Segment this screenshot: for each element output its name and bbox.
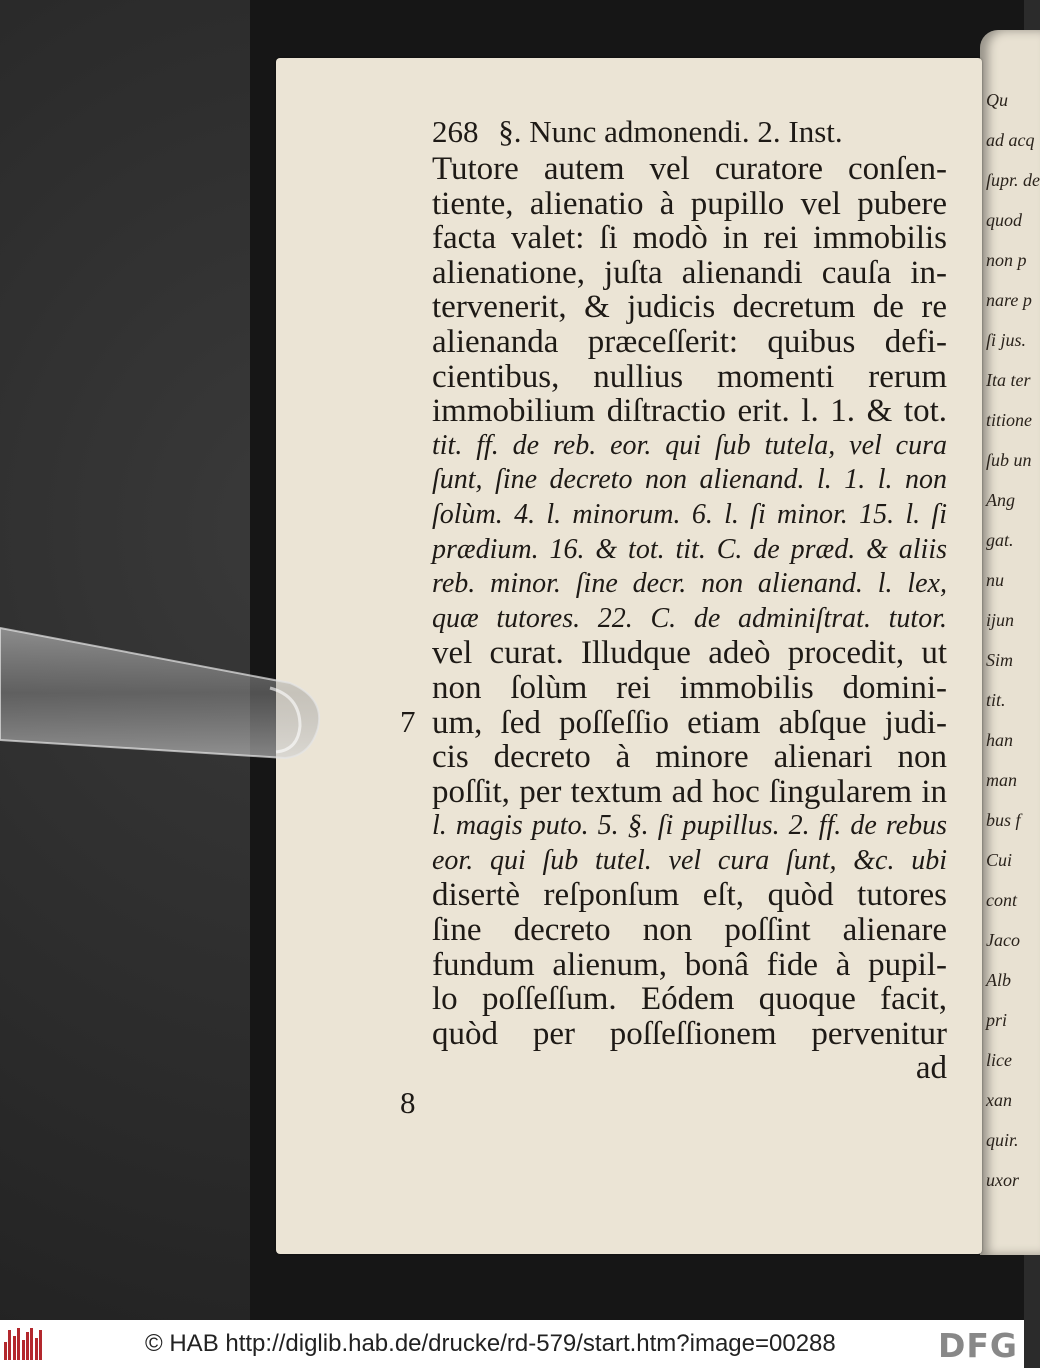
text-line: lo poſſeſſum. Eódem quoque facit, <box>432 981 947 1018</box>
text-line: cis decreto à minore alienari non <box>432 739 947 776</box>
facing-page-fragment: ijun <box>986 610 1015 630</box>
margin-number-8: 8 <box>400 1085 416 1120</box>
facing-page-fragment: han <box>986 730 1013 750</box>
catchword: ad <box>915 1050 947 1087</box>
text-line: l. magis puto. 5. §. ſi pupillus. 2. ff. de rebus <box>432 810 947 842</box>
text-line: disertè reſponſum eſt, quòd tutores <box>432 877 947 914</box>
facing-page-fragment: man <box>986 770 1017 790</box>
footer-bar <box>0 1320 1024 1368</box>
facing-page-fragment: ſub un <box>986 450 1032 470</box>
facing-page-fragment: quir. <box>986 1130 1019 1150</box>
facing-page-fragment: xan <box>986 1090 1012 1110</box>
text-line: reb. minor. ſine decr. non alienand. l. lex, <box>432 568 947 600</box>
facing-page-fragment: pri <box>986 1010 1008 1030</box>
facing-page-fragment: tit. <box>986 690 1006 710</box>
facing-page-fragment: nare p <box>986 290 1032 310</box>
text-line: cientibus, nullius momenti rerum <box>432 358 947 395</box>
facing-page-fragment: gat. <box>986 530 1014 550</box>
facing-page-fragment: Jaco <box>986 930 1020 950</box>
margin-number-7: 7 <box>400 704 416 739</box>
hab-logo-bar <box>4 1342 7 1360</box>
glass-page-weight <box>0 628 330 768</box>
facing-page-fragment: lice <box>986 1050 1012 1070</box>
facing-page-fragment: nu <box>986 570 1004 590</box>
text-line: ſolùm. 4. l. minorum. 6. l. ſi minor. 15. l. ſi <box>432 498 947 530</box>
text-line: eor. qui ſub tutel. vel cura ſunt, &c. ubi <box>432 844 947 876</box>
dfg-logo: DFG <box>937 1326 1018 1365</box>
hab-logo-bar <box>39 1330 42 1360</box>
hab-logo-bar <box>22 1340 25 1360</box>
running-header <box>432 112 947 152</box>
text-line: ſine decreto non poſſint alienare <box>432 912 947 949</box>
text-line: immobilium diſtractio erit. l. 1. & tot. <box>432 393 947 430</box>
text-line: quæ tutores. 22. C. de adminiſtrat. tutor. <box>432 602 947 634</box>
text-line: um, ſed poſſeſſio etiam abſque judi- <box>432 704 947 741</box>
text-line: fundum alienum, bonâ fide à pupil- <box>432 946 947 983</box>
hab-logo-bar <box>17 1328 20 1360</box>
facing-page-fragment: Ita ter <box>986 370 1031 390</box>
text-line: prædium. 16. & tot. tit. C. de præd. & aliis <box>432 533 947 565</box>
hab-logo-bar <box>13 1336 16 1360</box>
text-line: quòd per poſſeſſionem pervenitur <box>432 1015 947 1052</box>
page-number: 268 <box>432 114 479 149</box>
hab-logo-bar <box>35 1338 38 1360</box>
facing-page-fragment: non p <box>986 250 1027 270</box>
text-line: poſſit, per textum ad hoc ſingularem in <box>432 773 947 810</box>
text-line: tit. ff. de reb. eor. qui ſub tutela, vel cura <box>432 429 947 461</box>
book-page <box>276 58 982 1254</box>
facing-page-fragment: bus f <box>986 810 1021 830</box>
text-line: Tutore autem vel curatore conſen- <box>432 151 947 187</box>
hab-logo-icon <box>4 1328 44 1360</box>
text-line: non ſolùm rei immobilis domini- <box>432 669 947 706</box>
facing-page-fragment: Qu <box>986 90 1008 110</box>
facing-page-fragment: cont <box>986 890 1017 910</box>
facing-page-fragment: ad acq <box>986 130 1035 150</box>
body-text <box>432 152 947 1051</box>
text-line: alienanda præceſſerit: quibus defi- <box>432 323 947 360</box>
copyright-link[interactable]: © HAB http://diglib.hab.de/drucke/rd-579/start.htm?image=00288 <box>145 1330 836 1357</box>
text-line: facta valet: ſi modò in rei immobilis <box>432 220 947 257</box>
facing-page-fragment: Alb <box>986 970 1011 990</box>
facing-page-fragment: titione <box>986 410 1032 430</box>
running-title: §. Nunc admonendi. 2. Inst. <box>498 114 843 149</box>
facing-page-fragment: Sim <box>986 650 1013 670</box>
text-line: vel curat. Illudque adeò procedit, ut <box>432 635 947 672</box>
text-line: alienatione, juſta alienandi cauſa in- <box>432 254 947 291</box>
facing-page-fragment: Ang <box>986 490 1015 510</box>
facing-page-edge <box>980 30 1040 1255</box>
hab-logo-bar <box>30 1328 33 1360</box>
page-text-block <box>400 112 947 1120</box>
hab-logo-bar <box>26 1332 29 1360</box>
hab-logo-bar <box>8 1330 11 1360</box>
text-line: tervenerit, & judicis decretum de re <box>432 289 947 326</box>
facing-page-fragment: uxor <box>986 1170 1019 1190</box>
facing-page-fragment: ſi jus. <box>986 330 1027 350</box>
facing-page-fragment: Cui <box>986 850 1013 870</box>
text-line: ſunt, ſine decreto non alienand. l. 1. l. non <box>432 464 947 496</box>
text-line: tiente, alienatio à pupillo vel pubere <box>432 185 947 222</box>
facing-page-fragment: ſupr. de <box>986 170 1040 190</box>
facing-page-fragment: quod <box>986 210 1022 230</box>
